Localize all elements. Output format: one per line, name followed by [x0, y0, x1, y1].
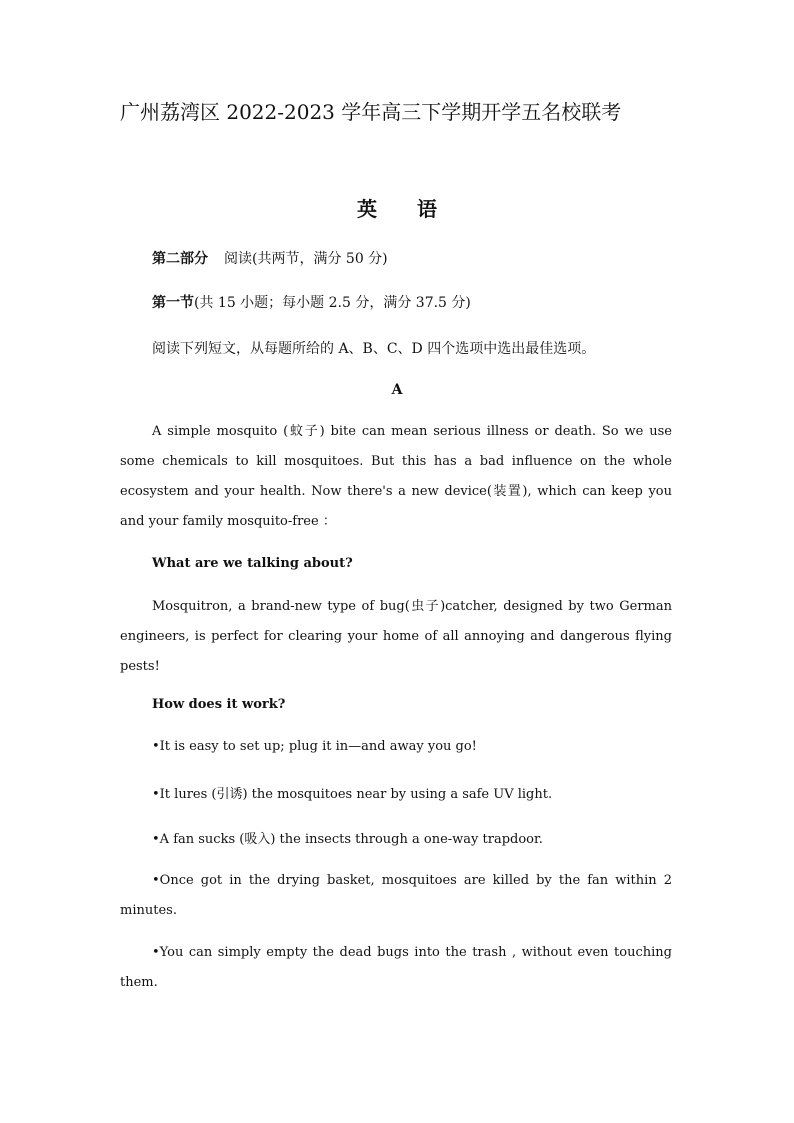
section-one-line	[152, 292, 471, 312]
document-title: 广州荔湾区 2022-2023 学年高三下学期开学五名校联考	[120, 100, 622, 124]
subject-char-2: 语	[417, 197, 437, 221]
subject-title	[0, 193, 794, 222]
heading-how: How does it work?	[152, 697, 286, 712]
bullet-item: •It lures (引诱) the mosquitoes near by using a safe UV light.	[152, 787, 553, 802]
bullet-item: •A fan sucks (吸入) the insects through a one-way trapdoor.	[152, 832, 543, 847]
section-part-line	[152, 248, 388, 268]
section-part-desc: 阅读(共两节，满分 50 分)	[224, 251, 388, 267]
section-part-label: 第二部分	[152, 251, 208, 267]
heading-what: What are we talking about?	[152, 556, 353, 571]
bullet-item: •You can simply empty the dead bugs into the trash , without even touching them.	[120, 945, 672, 990]
bullet-item: •It is easy to set up; plug it in—and away you go!	[152, 739, 477, 754]
instructions: 阅读下列短文，从每题所给的 A、B、C、D 四个选项中选出最佳选项。	[152, 341, 596, 357]
subject-char-1: 英	[357, 197, 377, 221]
what-paragraph: Mosquitron, a brand-new type of bug(虫子)catcher, designed by two German engineers, is perfect for clearing your home of all annoying and dangerous flying pests!	[120, 599, 672, 674]
section-one-label: 第一节	[152, 295, 194, 311]
section-one-desc: (共 15 小题；每小题 2.5 分，满分 37.5 分)	[194, 295, 471, 311]
bullet-item: •Once got in the drying basket, mosquitoes are killed by the fan within 2 minutes.	[120, 873, 672, 918]
passage-label: A	[391, 382, 403, 398]
intro-paragraph: A simple mosquito (蚊子) bite can mean serious illness or death. So we use some chemicals to kill mosquitoes. But this has a bad influence on the whole ecosystem and your health. Now there's a new device(装置), which can keep you and your family mosquito-free ：	[120, 424, 672, 529]
